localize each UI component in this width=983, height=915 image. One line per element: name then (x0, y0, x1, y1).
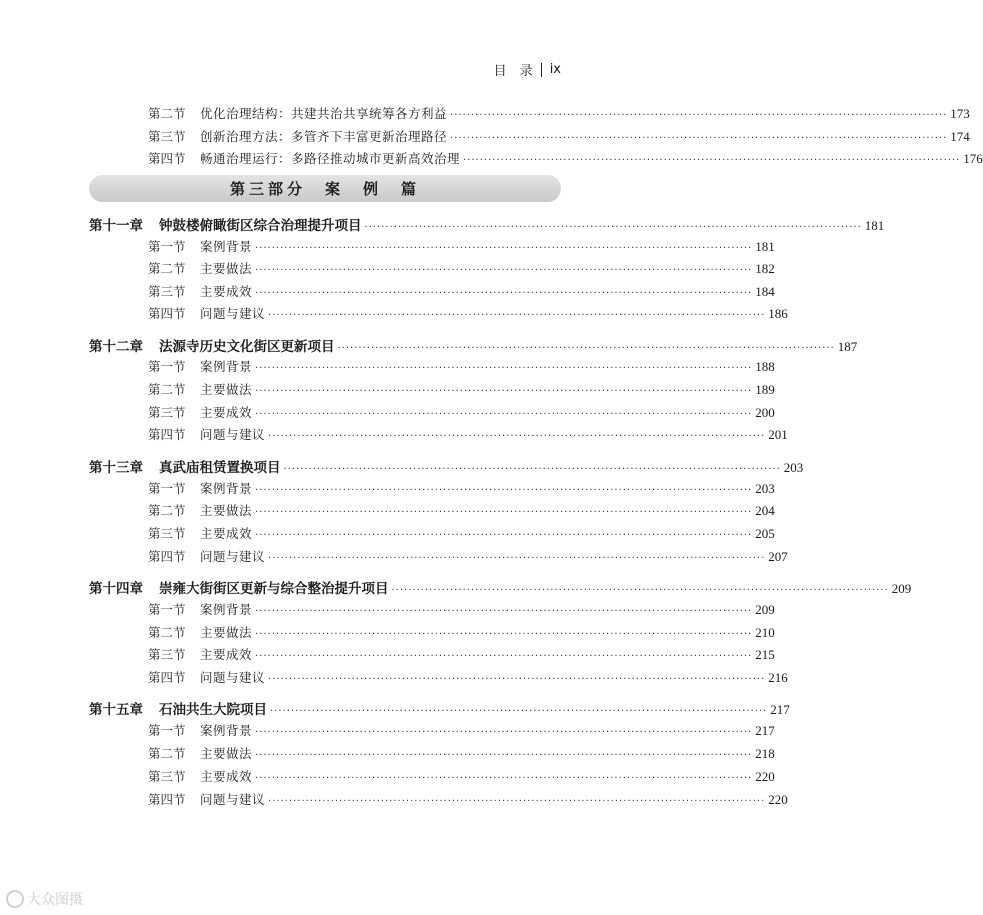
toc-section-row[interactable] (148, 403, 775, 421)
chapter-number: 第十三章 (89, 460, 143, 476)
section-title: 案例背景 (200, 602, 253, 617)
toc-section-row[interactable] (148, 600, 775, 618)
leader-dots: ······················································································································· (268, 431, 766, 442)
section-page: 217 (755, 723, 775, 738)
chapter-number: 第十五章 (89, 702, 143, 718)
section-title: 问题与建议 (200, 670, 266, 685)
leader-dots: ······················································································································· (255, 530, 753, 541)
chapter-page: 187 (837, 339, 858, 354)
section-title: 主要成效 (200, 284, 253, 299)
section-title: 主要做法 (200, 746, 253, 761)
leader-dots: ······················································································································· (270, 706, 768, 717)
leader-dots: ······················································································································· (283, 464, 781, 475)
section-number: 第一节 (148, 481, 186, 496)
leader-dots: ······················································································································· (255, 750, 753, 761)
section-title: 问题与建议 (200, 306, 266, 321)
leader-dots: ······················································································································· (268, 796, 766, 807)
leader-dots: ······················································································································· (268, 674, 766, 685)
section-page: 181 (755, 239, 775, 254)
section-number: 第三节 (148, 769, 186, 784)
running-head-title: 目 录 (493, 64, 533, 79)
section-page: 220 (755, 769, 775, 784)
toc-section-row[interactable] (148, 668, 788, 686)
leader-dots: ······················································································································· (337, 343, 835, 354)
section-page: 184 (755, 284, 775, 299)
section-page: 220 (768, 792, 788, 807)
toc-chapter-row[interactable] (89, 698, 790, 718)
section-title: 案例背景 (200, 481, 253, 496)
section-number: 第二节 (148, 625, 186, 640)
section-number: 第二节 (148, 746, 186, 761)
chapter-page: 217 (770, 702, 790, 717)
section-title: 主要做法 (200, 503, 253, 518)
watermark-text: 大众图摄 (27, 892, 83, 908)
running-head-divider (541, 63, 542, 77)
section-number: 第四节 (148, 306, 186, 321)
leader-dots: ······················································································································· (255, 727, 753, 738)
toc-chapter-row[interactable] (89, 335, 858, 355)
section-number: 第三节 (148, 284, 186, 299)
toc-section-row[interactable] (148, 645, 775, 663)
toc-section-row[interactable] (148, 479, 775, 497)
section-number: 第四节 (148, 670, 186, 685)
leader-dots: ······················································································································· (255, 507, 753, 518)
leader-dots: ······················································································································· (450, 110, 948, 121)
leader-dots: ······················································································································· (364, 222, 862, 233)
leader-dots: ······················································································································· (255, 409, 753, 420)
section-title: 问题与建议 (200, 792, 266, 807)
section-title: 主要成效 (200, 769, 253, 784)
section-title: 主要做法 (200, 261, 253, 276)
section-number: 第一节 (148, 602, 186, 617)
toc-section-row[interactable] (148, 149, 983, 167)
chapter-number: 第十二章 (89, 339, 143, 355)
toc-section-row[interactable] (148, 380, 775, 398)
section-title: 主要成效 (200, 405, 253, 420)
section-title: 创新治理方法：多管齐下丰富更新治理路径 (200, 129, 448, 144)
section-page: 174 (950, 129, 970, 144)
section-title: 问题与建议 (200, 549, 266, 564)
section-page: 189 (755, 382, 775, 397)
section-number: 第四节 (148, 549, 186, 564)
section-page: 188 (755, 359, 775, 374)
toc-chapter-row[interactable] (89, 214, 885, 234)
chapter-title: 崇雍大街街区更新与综合整治提升项目 (159, 581, 389, 597)
chapter-number: 第十一章 (89, 218, 143, 234)
chapter-page: 209 (891, 581, 912, 596)
section-title: 主要成效 (200, 526, 253, 541)
chapter-page: 203 (783, 460, 804, 475)
section-number: 第一节 (148, 723, 186, 738)
section-number: 第一节 (148, 239, 186, 254)
chapter-number: 第十四章 (89, 581, 143, 597)
leader-dots: ······················································································································· (255, 386, 753, 397)
chapter-title: 法源寺历史文化街区更新项目 (159, 339, 335, 355)
watermark (6, 889, 83, 909)
toc-section-row[interactable] (148, 282, 775, 300)
toc-section-row[interactable] (148, 237, 775, 255)
toc-section-row[interactable] (148, 357, 775, 375)
leader-dots: ······················································································································· (255, 651, 753, 662)
leader-dots: ······················································································································· (450, 133, 948, 144)
section-page: 216 (768, 670, 788, 685)
page-number: ix (549, 62, 561, 77)
section-page: 182 (755, 261, 775, 276)
toc-section-row[interactable] (148, 304, 788, 322)
section-title: 主要成效 (200, 647, 253, 662)
leader-dots: ······················································································································· (268, 553, 766, 564)
chapter-title: 真武庙租赁置换项目 (159, 460, 281, 476)
watermark-logo-icon (6, 890, 24, 908)
leader-dots: ······················································································································· (255, 288, 753, 299)
toc-section-row[interactable] (148, 623, 775, 641)
leader-dots: ······················································································································· (255, 629, 753, 640)
section-number: 第四节 (148, 427, 186, 442)
section-page: 218 (755, 746, 775, 761)
running-head (494, 60, 561, 79)
section-title: 优化治理结构：共建共治共享统筹各方利益 (200, 106, 448, 121)
toc-chapter-row[interactable] (89, 577, 912, 597)
chapter-title: 钟鼓楼俯瞰街区综合治理提升项目 (159, 218, 362, 234)
section-page: 210 (755, 625, 775, 640)
leader-dots: ······················································································································· (255, 243, 753, 254)
toc-chapter-row[interactable] (89, 456, 804, 476)
section-title: 案例背景 (200, 723, 253, 738)
section-number: 第四节 (148, 151, 186, 166)
leader-dots: ······················································································································· (255, 606, 753, 617)
leader-dots: ······················································································································· (255, 485, 753, 496)
leader-dots: ······················································································································· (268, 310, 766, 321)
section-title: 主要做法 (200, 382, 253, 397)
toc-section-row[interactable] (148, 744, 775, 762)
toc-section-row[interactable] (148, 501, 775, 519)
section-page: 201 (768, 427, 788, 442)
chapter-page: 181 (864, 218, 885, 233)
leader-dots: ······················································································································· (391, 585, 889, 596)
toc-section-row[interactable] (148, 547, 788, 565)
section-number: 第三节 (148, 405, 186, 420)
section-number: 第二节 (148, 382, 186, 397)
toc-section-row[interactable] (148, 767, 775, 785)
section-number: 第四节 (148, 792, 186, 807)
toc-section-row[interactable] (148, 104, 970, 122)
section-number: 第三节 (148, 647, 186, 662)
toc-section-row[interactable] (148, 790, 788, 808)
chapter-title: 石油共生大院项目 (159, 702, 267, 718)
toc-section-row[interactable] (148, 524, 775, 542)
toc-section-row[interactable] (148, 259, 775, 277)
section-page: 205 (755, 526, 775, 541)
section-title: 案例背景 (200, 239, 253, 254)
leader-dots: ······················································································································· (255, 363, 753, 374)
section-number: 第二节 (148, 106, 186, 121)
toc-section-row[interactable] (148, 721, 775, 739)
toc-section-row[interactable] (148, 425, 788, 443)
section-number: 第二节 (148, 503, 186, 518)
leader-dots: ······················································································································· (255, 265, 753, 276)
section-number: 第一节 (148, 359, 186, 374)
leader-dots: ······················································································································· (255, 773, 753, 784)
section-title: 案例背景 (200, 359, 253, 374)
section-page: 203 (755, 481, 775, 496)
section-title: 问题与建议 (200, 427, 266, 442)
section-number: 第二节 (148, 261, 186, 276)
leader-dots: ······················································································································· (463, 155, 961, 166)
section-page: 204 (755, 503, 775, 518)
section-number: 第三节 (148, 129, 186, 144)
section-page: 186 (768, 306, 788, 321)
toc-section-row[interactable] (148, 127, 970, 145)
section-page: 200 (755, 405, 775, 420)
section-page: 215 (755, 647, 775, 662)
section-page: 173 (950, 106, 970, 121)
section-title: 主要做法 (200, 625, 253, 640)
section-number: 第三节 (148, 526, 186, 541)
section-page: 209 (755, 602, 775, 617)
part-banner: 第三部分 案 例 篇 (89, 175, 561, 202)
section-title: 畅通治理运行：多路径推动城市更新高效治理 (200, 151, 461, 166)
section-page: 176 (963, 151, 983, 166)
section-page: 207 (768, 549, 788, 564)
